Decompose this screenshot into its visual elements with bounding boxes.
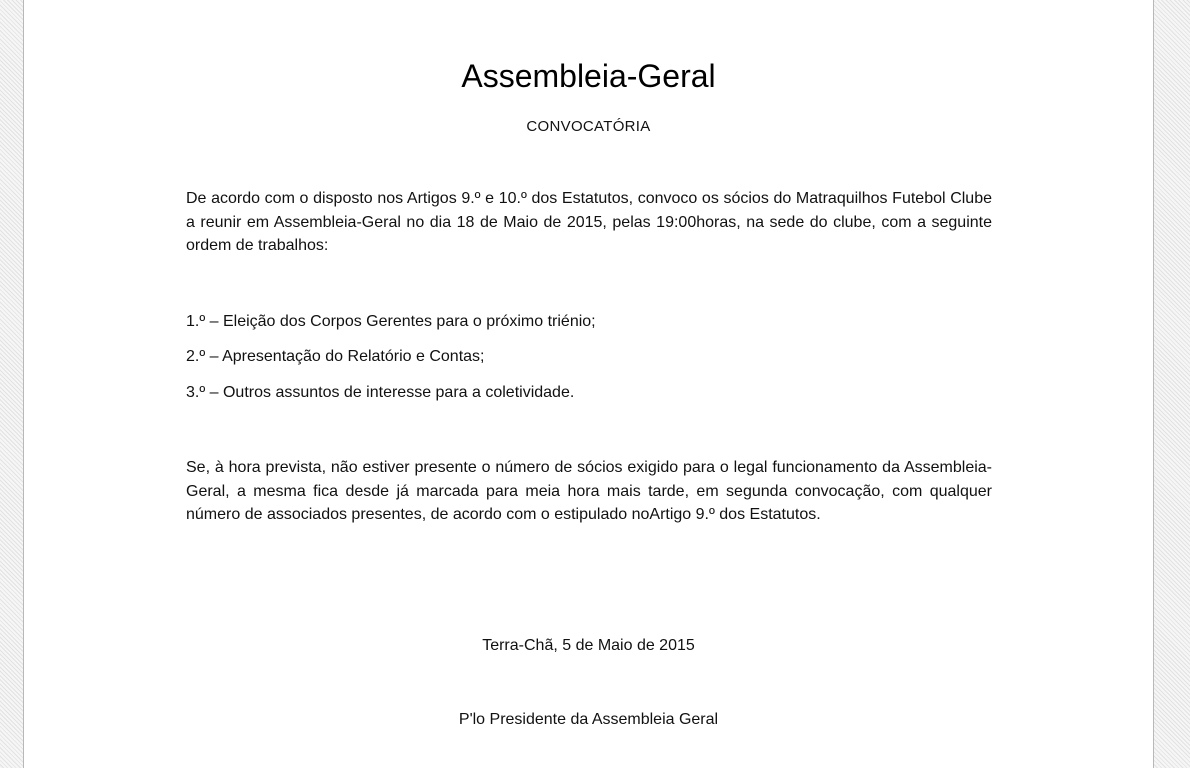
document-title: Assembleia-Geral — [461, 58, 716, 94]
intro-paragraph: De acordo com o disposto nos Artigos 9.º e 10.º dos Estatutos, convoco os sócios do Matraquilhos Futebol Clube a reunir em Assembleia-Geral no dia 18 de Maio de 2015, pelas 19:00horas, na sede do clube, com a seguinte ordem de trabalhos: — [186, 190, 992, 254]
document-page — [24, 0, 1153, 768]
agenda-item-1: 1.º – Eleição dos Corpos Gerentes para o próximo triénio; — [186, 313, 596, 330]
page-margin-right — [1153, 0, 1190, 768]
signature-line: P'lo Presidente da Assembleia Geral — [458, 711, 719, 728]
document-subtitle: CONVOCATÓRIA — [526, 118, 651, 135]
agenda-item-3: 3.º – Outros assuntos de interesse para a coletividade. — [186, 384, 575, 401]
note-paragraph: Se, à hora prevista, não estiver presente o número de sócios exigido para o legal funcionamento da Assembleia-Geral, a mesma fica desde já marcada para meia hora mais tarde, em segunda convocação, com qualquer número de associados presentes, de acordo com o estipulado noArtigo 9.º dos Estatutos. — [186, 459, 992, 523]
place-date: Terra-Chã, 5 de Maio de 2015 — [482, 637, 695, 654]
page-margin-left — [0, 0, 24, 768]
agenda-item-2: 2.º – Apresentação do Relatório e Contas; — [186, 348, 485, 365]
